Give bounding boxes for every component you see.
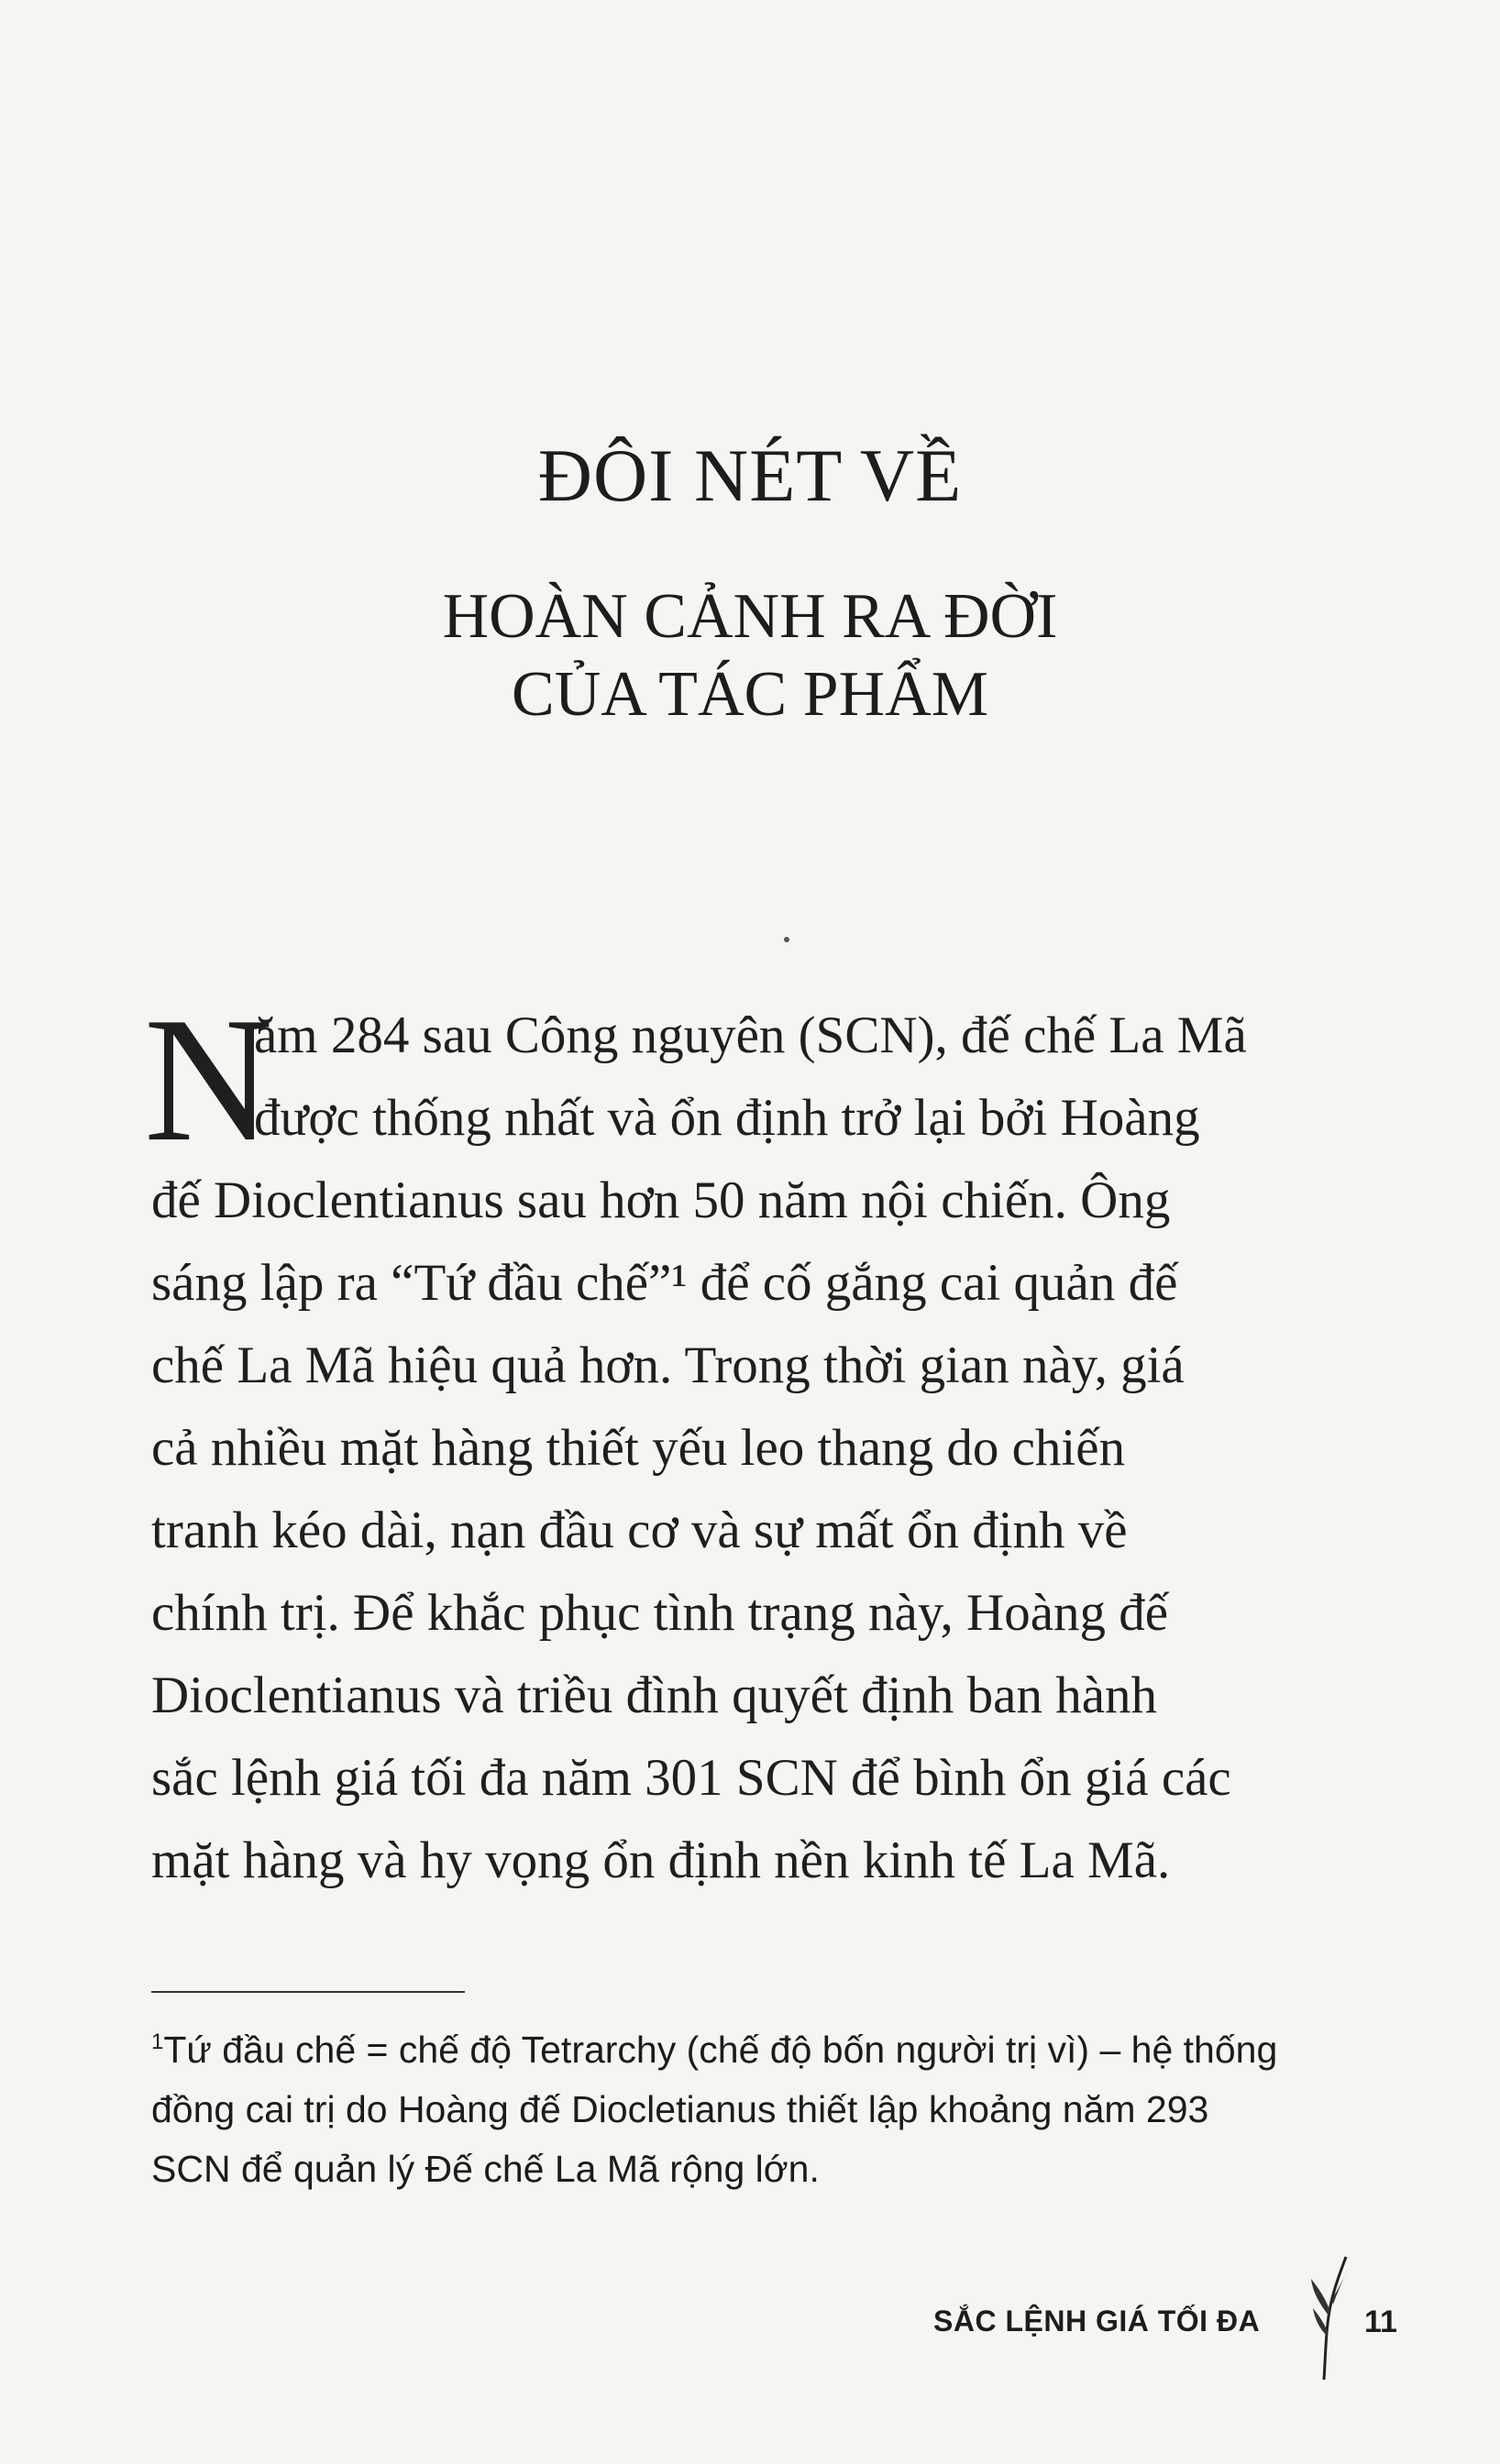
body-paragraph <box>144 981 1307 1902</box>
leaf-icon <box>1304 2251 1350 2380</box>
footnote-line-1 <box>151 2012 1316 2080</box>
footnote-divider <box>151 1991 465 1993</box>
body-line: đế Dioclentianus sau hơn 50 năm nội chiến. Ông <box>151 1172 1171 1229</box>
body-line: mặt hàng và hy vọng ổn định nền kinh tế La Mã. <box>151 1832 1171 1889</box>
body-line: được thống nhất và ổn định trở lại bởi Hoàng <box>254 1089 1200 1147</box>
body-line: Dioclentianus và triều đình quyết định ban hành <box>151 1666 1157 1724</box>
body-line: tranh kéo dài, nạn đầu cơ và sự mất ổn định về <box>151 1502 1128 1559</box>
page-number: 11 <box>1364 2304 1397 2339</box>
footnote-line-3: SCN để quản lý Đế chế La Mã rộng lớn. <box>151 2148 820 2190</box>
chapter-subtitle <box>0 578 1500 734</box>
footnote-text-1: Tứ đầu chế = chế độ Tetrarchy (chế độ bốn người trị vì) – hệ thống <box>163 2029 1278 2071</box>
body-line: cả nhiều mặt hàng thiết yếu leo thang do chiến <box>151 1419 1126 1477</box>
chapter-title-line-3: CỦA TÁC PHẨM <box>512 659 988 731</box>
footnote-line-2: đồng cai trị do Hoàng đế Diocletianus thiết lập khoảng năm 293 <box>151 2088 1209 2130</box>
footnote-marker: 1 <box>151 2030 164 2054</box>
drop-cap: N <box>144 981 273 1179</box>
body-line: chế La Mã hiệu quả hơn. Trong thời gian này, giá <box>151 1336 1185 1394</box>
body-line: sáng lập ra “Tứ đầu chế”¹ để cố gắng cai quản đế <box>151 1254 1178 1312</box>
footnote <box>151 2012 1316 2199</box>
chapter-title-line-1: ĐÔI NÉT VỀ <box>537 434 963 517</box>
body-line: ăm 284 sau Công nguyên (SCN), đế chế La Mã <box>254 1006 1247 1064</box>
body-line: sắc lệnh giá tối đa năm 301 SCN để bình ổn giá các <box>151 1749 1231 1807</box>
body-line: chính trị. Để khắc phục tình trạng này, Hoàng đế <box>151 1584 1169 1642</box>
chapter-title-line-2: HOÀN CẢNH RA ĐỜI <box>442 581 1058 652</box>
section-dot-ornament <box>784 937 789 942</box>
running-title: SẮC LỆNH GIÁ TỐI ĐA <box>933 2304 1261 2338</box>
